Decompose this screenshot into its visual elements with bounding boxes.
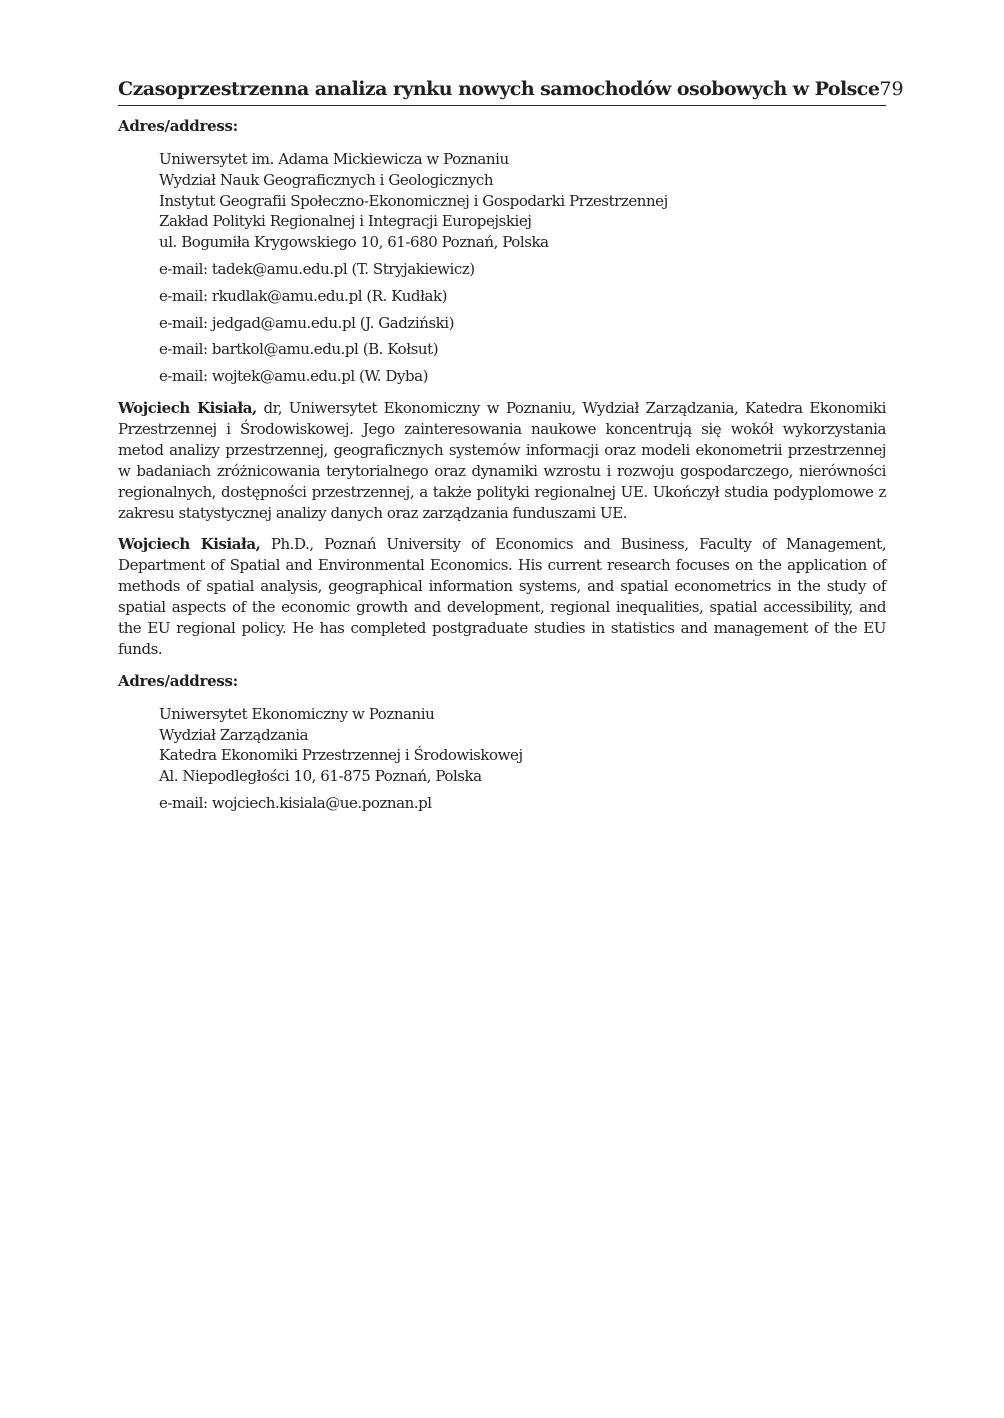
- address-line: Katedra Ekonomiki Przestrzennej i Środowiskowej: [159, 746, 523, 765]
- address-line: Wydział Nauk Geograficznych i Geologicznych: [159, 170, 494, 189]
- address-line: Uniwersytet Ekonomiczny w Poznaniu: [159, 704, 435, 723]
- address-line: ul. Bogumiła Krygowskiego 10, 61-680 Poznań, Polska: [159, 233, 549, 252]
- address-block-ue: [159, 704, 886, 814]
- author-name: Wojciech Kisiała,: [118, 398, 257, 417]
- email-line: e-mail: rkudlak@amu.edu.pl (R. Kudłak): [159, 286, 448, 305]
- address-line: Instytut Geografii Społeczno-Ekonomicznej i Gospodarki Przestrzennej: [159, 191, 668, 210]
- address-line: Uniwersytet im. Adama Mickiewicza w Poznaniu: [159, 150, 509, 168]
- address-label: Adres/address:: [118, 117, 238, 135]
- address-block-amu: [159, 149, 886, 387]
- address-line: Zakład Polityki Regionalnej i Integracji Europejskiej: [159, 212, 532, 231]
- bio-text: dr, Uniwersytet Ekonomiczny w Poznaniu, Wydział Zarządzania, Katedra Ekonomiki Przestrzennej i Środowiskowej. Jego zainteresowania naukowe koncentrują się wokół wykorzystania metod analizy przestrzennej, geograficznych systemów informacji oraz modeli ekonometrii przestrzennej w badaniach zróżnicowania terytorialnego oraz dynamiki wzrostu i rozwoju gospodarczego, nierówności regionalnych, dostępności przestrzennej, a także polityki regionalnej UE. Ukończył studia podyplomowe z zakresu statystycznej analizy danych oraz zarządzania funduszami UE.: [118, 398, 886, 522]
- email-line: e-mail: wojciech.kisiala@ue.poznan.pl: [159, 794, 432, 813]
- author-name: Wojciech Kisiała,: [118, 535, 261, 554]
- author-bio-polish: [118, 398, 886, 523]
- email-line: e-mail: bartkol@amu.edu.pl (B. Kołsut): [159, 340, 439, 359]
- email-line: e-mail: tadek@amu.edu.pl (T. Stryjakiewicz): [159, 259, 475, 278]
- running-title: Czasoprzestrzenna analiza rynku nowych samochodów osobowych w Polsce: [118, 78, 880, 100]
- author-bio-english: [118, 534, 886, 659]
- email-line: e-mail: wojtek@amu.edu.pl (W. Dyba): [159, 367, 429, 386]
- page: [118, 78, 904, 814]
- email-line: e-mail: jedgad@amu.edu.pl (J. Gadziński): [159, 313, 455, 332]
- address-label: Adres/address:: [118, 671, 238, 690]
- address-line: Wydział Zarządzania: [159, 725, 309, 744]
- page-number: 79: [879, 78, 904, 100]
- running-header: [118, 78, 904, 106]
- address-line: Al. Niepodległości 10, 61-875 Poznań, Polska: [159, 767, 482, 786]
- bio-text: Ph.D., Poznań University of Economics and Business, Faculty of Management, Department of Spatial and Environmental Economics. His current research focuses on the application of methods of spatial analysis, geographical information systems, and spatial econometrics in the study of spatial aspects of the economic growth and development, regional inequalities, spatial accessibility, and the EU regional policy. He has completed postgraduate studies in statistics and management of the EU funds.: [118, 535, 887, 658]
